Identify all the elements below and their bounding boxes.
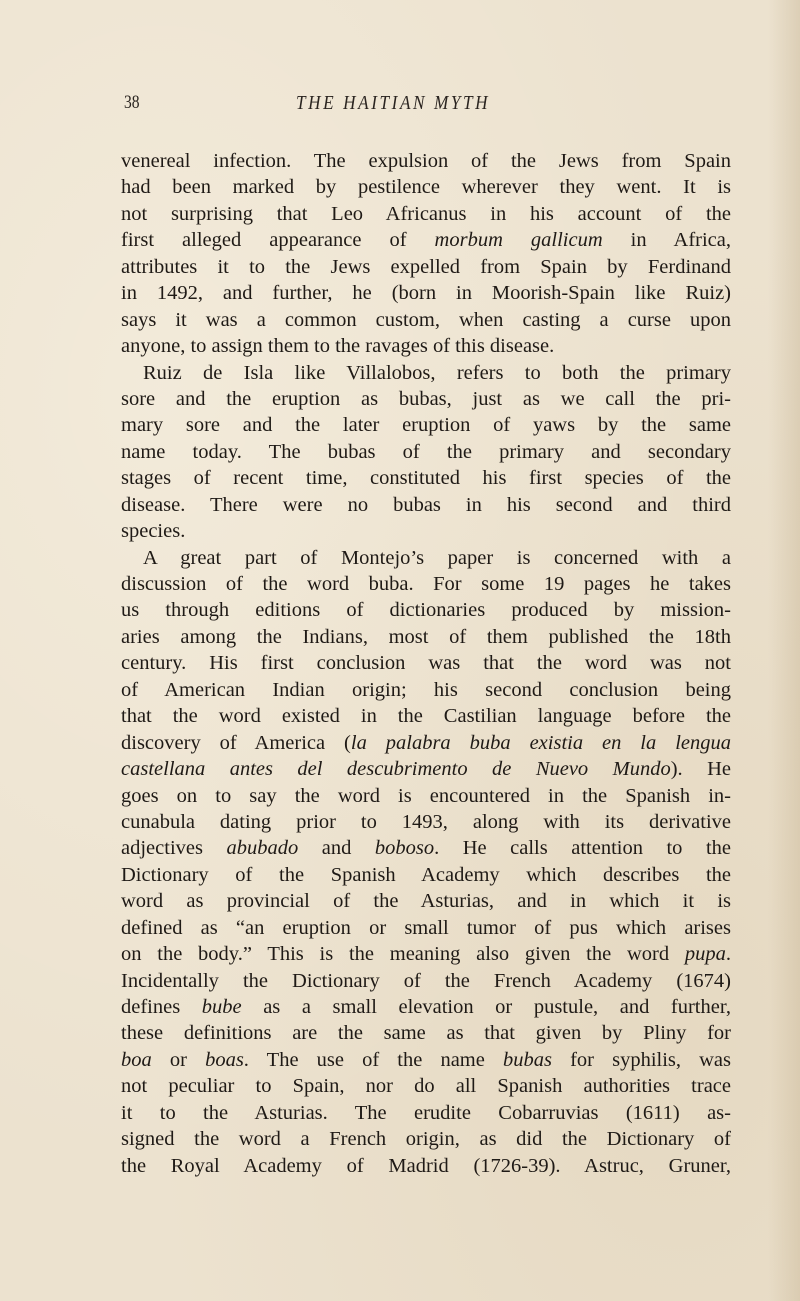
text-line: [121, 968, 731, 994]
text-line: [121, 1073, 731, 1099]
text-segment: for syphilis, was: [551, 1048, 732, 1071]
text-segment: aries among the Indians, most of them published the 18th: [121, 625, 731, 648]
text-line: [121, 465, 731, 491]
text-line: [121, 545, 731, 571]
text-segment: not peculiar to Spain, nor do all Spanish authorities trace: [121, 1075, 731, 1098]
text-segment: species.: [121, 520, 186, 543]
text-segment: sore and the eruption as bubas, just as we call the pri-: [121, 387, 731, 410]
text-line: [121, 809, 731, 835]
text-line: [121, 1020, 731, 1046]
text-line: [121, 677, 731, 703]
text-line: [121, 994, 731, 1020]
text-segment: that the word existed in the Castilian language before the: [121, 705, 731, 728]
italic-text: abubado: [226, 837, 299, 860]
text-line: [121, 254, 731, 280]
text-line: [121, 360, 731, 386]
italic-text: morbum gallicum: [434, 229, 603, 252]
text-segment: defines: [121, 996, 202, 1018]
text-segment: the Royal Academy of Madrid (1726-39). Astruc, Gruner,: [121, 1154, 731, 1177]
text-segment: these definitions are the same as that given by Pliny for: [121, 1022, 731, 1045]
text-segment: as a small elevation or pustule, and further,: [241, 996, 731, 1018]
text-segment: mary sore and the later eruption of yaws by the same: [121, 414, 731, 437]
book-title: THE HAITIAN MYTH: [296, 92, 491, 114]
italic-text: boas: [205, 1048, 244, 1071]
text-line: [121, 492, 731, 518]
italic-text: bubas: [502, 1048, 552, 1071]
text-segment: venereal infection. The expulsion of the Jews from Spain: [121, 150, 731, 172]
text-segment: . He calls attention to the: [434, 837, 731, 860]
text-line: [121, 862, 731, 888]
text-segment: defined as “an eruption or small tumor of pus which arises: [121, 916, 731, 939]
text-line: [121, 201, 731, 227]
text-segment: and: [298, 837, 375, 860]
text-segment: adjectives: [121, 837, 227, 860]
text-line: [121, 518, 731, 544]
text-segment: on the body.” This is the meaning also given the word: [121, 943, 685, 966]
text-segment: name today. The bubas of the primary and secondary: [121, 440, 731, 463]
text-line: [121, 941, 731, 967]
text-line: [121, 148, 731, 174]
text-segment: anyone, to assign them to the ravages of this disease.: [121, 335, 555, 358]
text-line: [121, 227, 731, 253]
text-segment: goes on to say the word is encountered in the Spanish in-: [121, 784, 731, 807]
text-segment: . The use of the name: [243, 1048, 503, 1071]
text-segment: stages of recent time, constituted his first species of the: [121, 467, 731, 490]
text-segment: disease. There were no bubas in his second and third: [121, 493, 731, 516]
text-line: [121, 1100, 731, 1126]
text-line: [121, 730, 731, 756]
text-line: [121, 888, 731, 914]
text-line: [121, 571, 731, 597]
text-segment: word as provincial of the Asturias, and in which it is: [121, 890, 731, 913]
text-line: [121, 624, 731, 650]
text-segment: had been marked by pestilence wherever they went. It is: [121, 176, 731, 199]
text-segment: says it was a common custom, when casting a curse upon: [121, 308, 731, 331]
text-line: [121, 333, 731, 359]
text-segment: or: [151, 1048, 206, 1071]
running-head: [121, 92, 731, 122]
text-segment: ). He: [670, 758, 731, 781]
text-segment: us through editions of dictionaries produced by mission-: [121, 599, 731, 622]
italic-text: la palabra buba existia en la lengua: [350, 731, 731, 754]
text-line: [121, 280, 731, 306]
text-line: [121, 756, 731, 782]
text-line: [121, 1153, 731, 1179]
text-segment: it to the Asturias. The erudite Cobarruvias (1611) as-: [121, 1101, 731, 1124]
text-segment: in 1492, and further, he (born in Moorish-Spain like Ruiz): [121, 282, 731, 305]
text-line: [121, 412, 731, 438]
italic-text: boboso: [374, 837, 435, 860]
text-line: [121, 307, 731, 333]
text-segment: century. His first conclusion was that the word was not: [121, 652, 731, 675]
text-line: [121, 1126, 731, 1152]
text-line: [121, 597, 731, 623]
text-line: [121, 174, 731, 200]
text-segment: first alleged appearance of: [121, 229, 435, 252]
text-segment: of American Indian origin; his second conclusion being: [121, 678, 731, 701]
text-line: [121, 386, 731, 412]
text-line: [121, 1047, 731, 1073]
body-text: [121, 148, 731, 1179]
text-segment: signed the word a French origin, as did the Dictionary of: [121, 1128, 731, 1151]
text-segment: attributes it to the Jews expelled from Spain by Ferdinand: [121, 255, 731, 278]
text-segment: discussion of the word buba. For some 19 pages he takes: [121, 573, 731, 595]
text-line: [121, 439, 731, 465]
text-segment: not surprising that Leo Africanus in his account of the: [121, 202, 731, 225]
text-segment: in Africa,: [602, 229, 731, 252]
page-number: 38: [124, 92, 140, 113]
italic-text: bube: [201, 996, 242, 1018]
text-segment: Dictionary of the Spanish Academy which describes the: [121, 863, 731, 886]
text-line: [121, 783, 731, 809]
italic-text: pupa: [684, 943, 726, 966]
italic-text: castellana antes del descubrimento de Nuevo Mundo: [121, 758, 671, 781]
text-line: [121, 835, 731, 861]
text-line: [121, 703, 731, 729]
text-segment: A great part of Montejo’s paper is concerned with a: [143, 546, 731, 569]
text-segment: discovery of America (: [121, 731, 351, 754]
text-segment: Incidentally the Dictionary of the French Academy (1674): [121, 969, 731, 992]
text-segment: cunabula dating prior to 1493, along with its derivative: [121, 810, 731, 833]
text-segment: Ruiz de Isla like Villalobos, refers to both the primary: [143, 361, 731, 384]
text-segment: .: [725, 943, 731, 966]
text-line: [121, 915, 731, 941]
italic-text: boa: [121, 1048, 152, 1071]
text-line: [121, 650, 731, 676]
